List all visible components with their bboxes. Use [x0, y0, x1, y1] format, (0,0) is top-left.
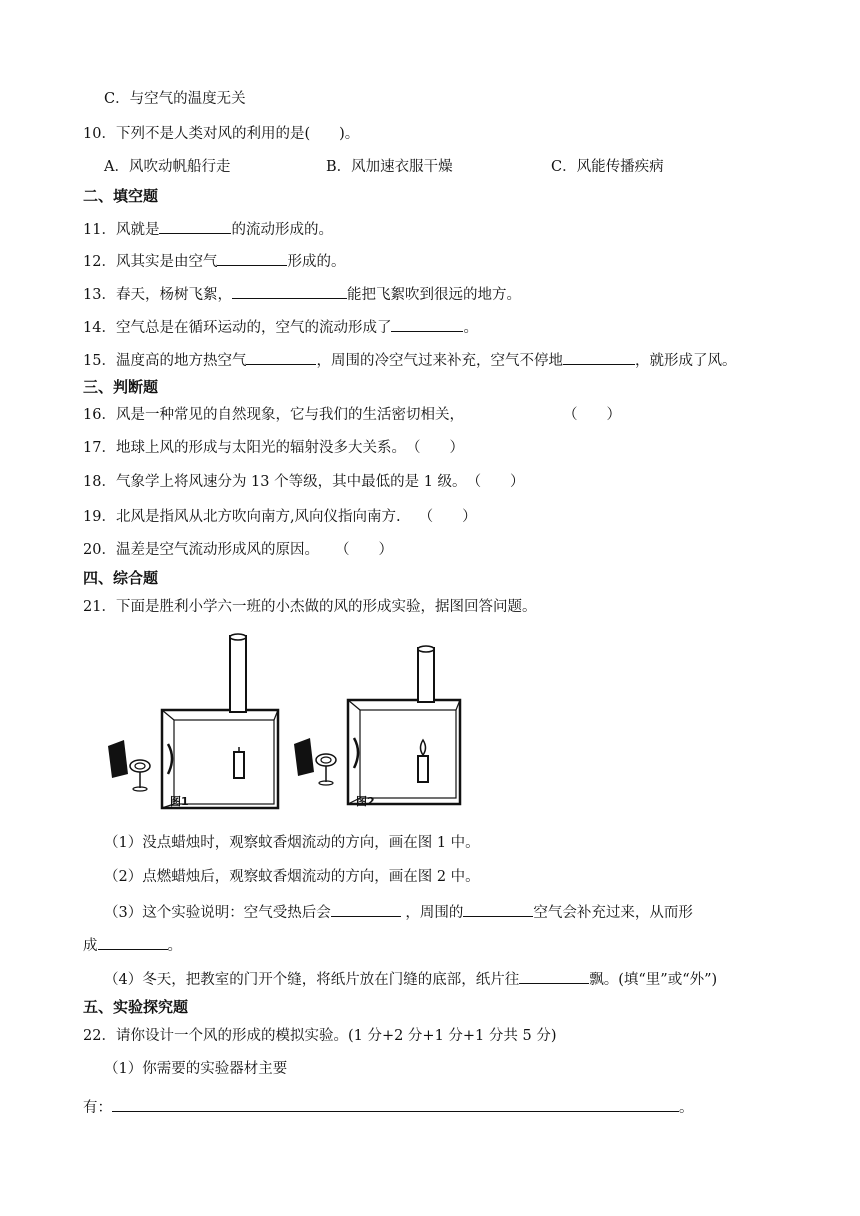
- figure-1-candle: [234, 752, 244, 778]
- q17-answer-paren[interactable]: （ ）: [405, 440, 464, 456]
- figure-2-candle: [418, 756, 428, 782]
- q14: [83, 316, 478, 338]
- q11: [83, 218, 333, 240]
- figure-2-incense-coil: [316, 754, 336, 766]
- q21-sub3-text-middle: ，周围的: [400, 905, 464, 921]
- q21-sub3-blank-2[interactable]: [463, 901, 533, 917]
- q9-option-c: C．与空气的温度无关: [104, 91, 246, 107]
- q12: [83, 250, 345, 272]
- q22-sub1-blank[interactable]: [112, 1096, 679, 1112]
- q15: [83, 349, 736, 371]
- q13-text-after: 能把飞絮吹到很远的地方。: [346, 287, 521, 303]
- q21-sub2: （2）点燃蜡烛后，观察蚊香烟流动的方向，画在图 2 中。: [104, 869, 480, 885]
- figure-1-chimney: [230, 636, 246, 712]
- q21-sub1: （1）没点蜡烛时，观察蚊香烟流动的方向，画在图 1 中。: [104, 835, 480, 851]
- q21-sub3-continued: [83, 934, 182, 956]
- figure-2: [294, 646, 460, 804]
- q21-sub3-text-before: （3）这个实验说明：空气受热后会: [104, 905, 331, 921]
- figure-2-chimney: [418, 648, 434, 702]
- q13-text-before: 13．春天，杨树飞絮，: [83, 287, 232, 303]
- figure-1-label: 图1: [170, 795, 189, 808]
- q15-blank-1[interactable]: [246, 349, 316, 365]
- q17: [83, 438, 464, 458]
- q21-sub4-blank[interactable]: [519, 968, 589, 984]
- q14-blank[interactable]: [391, 316, 463, 332]
- figure-1-screen: [108, 740, 128, 778]
- q19-answer-paren[interactable]: （ ）: [418, 509, 477, 525]
- q22-sub1-cont-after: 。: [679, 1100, 694, 1116]
- q13-blank[interactable]: [232, 283, 347, 299]
- q21-sub3: [104, 901, 693, 923]
- q21-sub4: [104, 968, 717, 990]
- figure-2-box-inner: [360, 710, 456, 798]
- q19-text: 19．北风是指风从北方吹向南方,风向仪指向南方.: [83, 509, 401, 525]
- section-2-title: 二、填空题: [83, 187, 159, 205]
- q21-sub3-cont-after: 。: [167, 938, 182, 954]
- section-5-title: 五、实验探究题: [83, 998, 189, 1016]
- figure-2-box: [348, 700, 460, 804]
- q11-blank[interactable]: [159, 218, 231, 234]
- figure-1-box-inner: [174, 720, 274, 804]
- q12-text-before: 12．风其实是由空气: [83, 254, 218, 270]
- q17-text: 17．地球上风的形成与太阳光的辐射没多大关系。: [83, 440, 406, 456]
- figure-1-incense-coil: [130, 760, 150, 772]
- q18: [83, 472, 525, 492]
- figure-2-flame-icon: [421, 740, 426, 755]
- q21-sub3-blank-3[interactable]: [98, 934, 168, 950]
- q21-sub3-cont-before: 成: [83, 938, 98, 954]
- experiment-figure: [98, 628, 468, 818]
- q11-text-before: 11．风就是: [83, 222, 160, 238]
- q20-text: 20．温差是空气流动形成风的原因。: [83, 542, 319, 558]
- q12-text-after: 形成的。: [287, 254, 346, 270]
- q10-option-c: C．风能传播疾病: [551, 159, 664, 175]
- q18-text: 18．气象学上将风速分为 13 个等级，其中最低的是 1 级。: [83, 474, 467, 490]
- figure-2-screen: [294, 738, 314, 776]
- q14-text-after: 。: [463, 320, 478, 336]
- figure-1-box: [162, 710, 278, 808]
- q14-text-before: 14．空气总是在循环运动的，空气的流动形成了: [83, 320, 392, 336]
- q21-stem: 21．下面是胜利小学六一班的小杰做的风的形成实验，据图回答问题。: [83, 599, 537, 615]
- q21-sub3-text-after: 空气会补充过来，从而形: [533, 905, 693, 921]
- q10-option-a: A．风吹动帆船行走: [104, 159, 231, 175]
- q18-answer-paren[interactable]: （ ）: [466, 474, 525, 490]
- q22-sub1-continued: [83, 1096, 694, 1118]
- figure-2-label: 图2: [356, 795, 375, 808]
- q15-text-middle: ，周围的冷空气过来补充，空气不停地: [316, 353, 563, 369]
- q21-sub3-blank-1[interactable]: [331, 901, 401, 917]
- q15-text-after: ，就形成了风。: [634, 353, 737, 369]
- section-3-title: 三、判断题: [83, 378, 159, 396]
- q12-blank[interactable]: [217, 250, 287, 266]
- q20-answer-paren[interactable]: （ ）: [334, 542, 393, 558]
- q13: [83, 283, 521, 305]
- q16-text: 16．风是一种常见的自然现象，它与我们的生活密切相关，: [83, 407, 464, 423]
- q22-stem: 22．请你设计一个风的形成的模拟实验。(1 分+2 分+1 分+1 分共 5 分): [83, 1028, 557, 1044]
- q15-blank-2[interactable]: [563, 349, 635, 365]
- section-4-title: 四、综合题: [83, 569, 159, 587]
- q10-option-b: B．风加速衣服干燥: [326, 159, 453, 175]
- q19: [83, 507, 477, 527]
- q22-sub1-cont-before: 有：: [83, 1100, 112, 1116]
- q11-text-after: 的流动形成的。: [231, 222, 333, 238]
- q15-text-before: 15．温度高的地方热空气: [83, 353, 247, 369]
- q20: [83, 540, 393, 560]
- q22-sub1: （1）你需要的实验器材主要: [104, 1061, 288, 1077]
- figure-1: [108, 634, 278, 808]
- q10-stem: 10．下列不是人类对风的利用的是( )。: [83, 126, 360, 142]
- q21-sub4-text-before: （4）冬天，把教室的门开个缝，将纸片放在门缝的底部，纸片往: [104, 972, 520, 988]
- q21-sub4-text-after: 飘。(填“里”或“外”): [589, 972, 718, 988]
- q16-answer-paren[interactable]: （ ）: [563, 407, 621, 423]
